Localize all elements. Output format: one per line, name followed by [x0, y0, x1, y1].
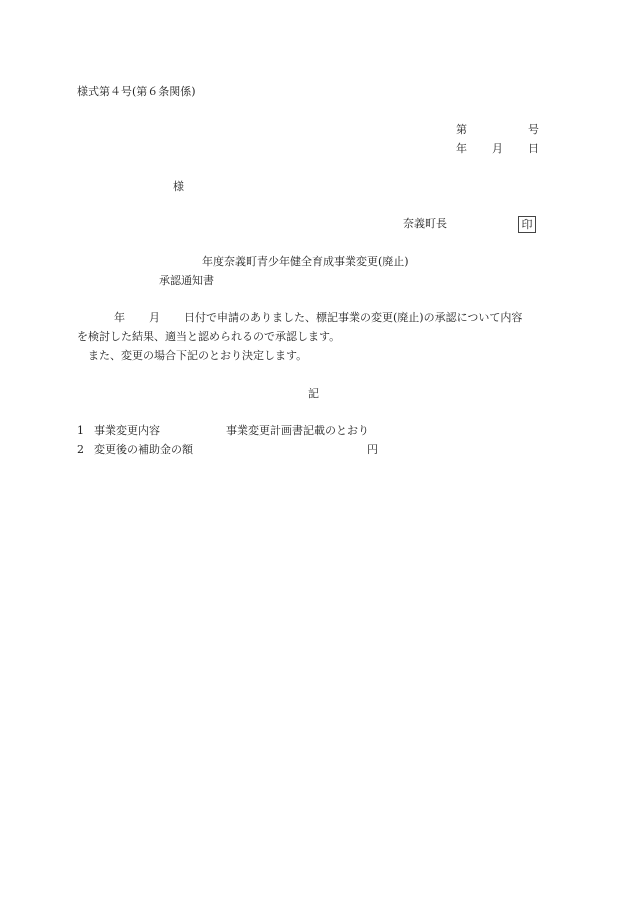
- body-paragraph2: また、変更の場合下記のとおり決定します。: [88, 349, 308, 362]
- issuer-name: 奈義町長: [403, 217, 447, 230]
- document-title-line2: 承認通知書: [159, 274, 214, 287]
- form-label: 様式第４号(第６条関係): [77, 85, 196, 98]
- addressee-suffix: 様: [173, 180, 184, 193]
- body-year: 年: [114, 311, 125, 324]
- item-label: 変更後の補助金の額: [94, 443, 193, 456]
- seal-stamp: 印: [518, 216, 536, 233]
- date-day: 日: [528, 142, 539, 155]
- item-value: 円: [367, 443, 378, 456]
- item-label: 事業変更内容: [94, 424, 160, 437]
- date-month: 月: [492, 142, 503, 155]
- item-number: 2: [77, 443, 84, 456]
- document-title-line1: 年度奈義町青少年健全育成事業変更(廃止): [202, 255, 409, 268]
- body-paragraph1-continued: を検討した結果、適当と認められるので承認します。: [77, 330, 341, 343]
- date-year: 年: [456, 142, 467, 155]
- ki-heading: 記: [308, 387, 319, 400]
- item-value: 事業変更計画書記載のとおり: [226, 424, 369, 437]
- body-paragraph1: 日付で申請のありました、標記事業の変更(廃止)の承認について内容: [184, 311, 523, 324]
- body-month: 月: [149, 311, 160, 324]
- number-suffix: 号: [528, 123, 539, 136]
- item-number: 1: [77, 424, 84, 437]
- number-prefix: 第: [456, 123, 467, 136]
